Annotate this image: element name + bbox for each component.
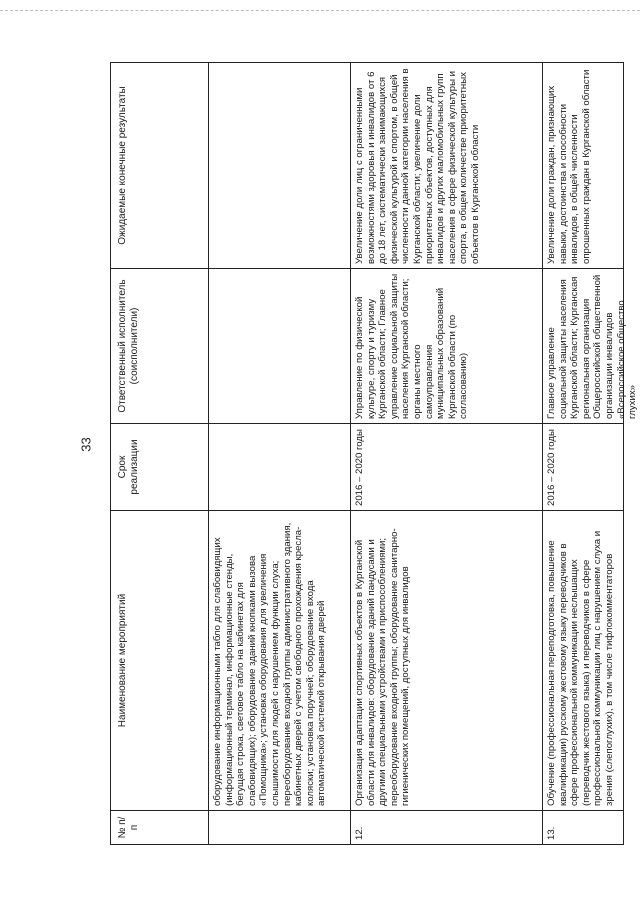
table-row xyxy=(209,63,351,844)
row-num: 13. xyxy=(543,810,623,844)
row-term xyxy=(209,423,350,510)
table-header-row xyxy=(111,63,209,844)
header-executor: Ответственный исполнитель (соисполнители) xyxy=(111,268,208,423)
table-row xyxy=(351,63,543,844)
measures-table xyxy=(110,62,639,845)
row-measure: оборудование информационными табло для слабовидящих (информационный терминал, информационные стенды, бегущая строка, световое табло на кабинетах для слабовидящих); оборудование зданий кнопками вызова «Помощника»; установка оборудования для увеличения слышимости для людей с нарушением функции слуха; переоборудование входной группы административного здания, кабинетных дверей с учетом свободного прохождения кресла-коляски; установка поручней; оборудование входа автоматической системой открывания дверей xyxy=(209,510,350,810)
row-term: 2016 – 2020 годы xyxy=(351,423,542,510)
row-results: Увеличение доли граждан, признающих навыки, достоинства и способности инвалидов, в общей численности опрошенных граждан в Курганской области xyxy=(546,69,592,264)
table-viewport xyxy=(110,62,639,845)
row-measure: Обучение (профессиональная переподготовка, повышение квалификации) русскому жестовому языку переводчиков в сфере профессиональной коммуникации неслышащих (переводчик жестового языка) и переводчиков в сфере профессиональной коммуникации лиц с нарушением слуха и зрения (слепоглухих), в том числе тифлокомментаторов xyxy=(543,510,623,810)
page-number: 33 xyxy=(78,437,94,452)
row-term: 2016 – 2020 годы xyxy=(543,423,623,510)
header-measure: Наименование мероприятий xyxy=(111,510,208,810)
scan-edge-line xyxy=(0,10,640,11)
row-num xyxy=(209,810,350,844)
row-executor: Главное управление социальной защиты населения Курганской области; Курганская региональная организация Общероссийской общественной организации инвалидов «Всероссийское общество глухих» xyxy=(543,268,623,423)
row-measure: Организация адаптации спортивных объектов в Курганской области для инвалидов: оборудование зданий пандусами и другими специальными устройствами и приспособлениями; переоборудование входной группы; оборудование санитарно-гигиенических помещений, доступных для инвалидов xyxy=(351,510,542,810)
table-row xyxy=(543,63,639,844)
row-executor: Управление по физической культуре, спорту и туризму Курганской области; Главное управление социальной защиты населения Курганской области; органы местного самоуправления муниципальных образований Курганской области (по согласованию) xyxy=(351,268,542,423)
row-results xyxy=(209,63,350,268)
header-results: Ожидаемые конечные результаты xyxy=(117,86,128,245)
header-num: № п/п xyxy=(111,810,208,844)
row-results: Увеличение доли лиц с ограниченными возможностями здоровья и инвалидов от 6 до 18 лет, систематически занимающихся физической культурой и спортом, в общей численности данной категории населения в Курганской области; увеличение доли приоритетных объектов, доступных для инвалидов и других маломобильных групп населения в сфере физической культуры и спорта, в общем количестве приоритетных объектов в Курганской области xyxy=(354,68,481,264)
row-executor xyxy=(209,268,350,423)
header-term: Срок реализации xyxy=(111,423,208,510)
row-num: 12. xyxy=(351,810,542,844)
